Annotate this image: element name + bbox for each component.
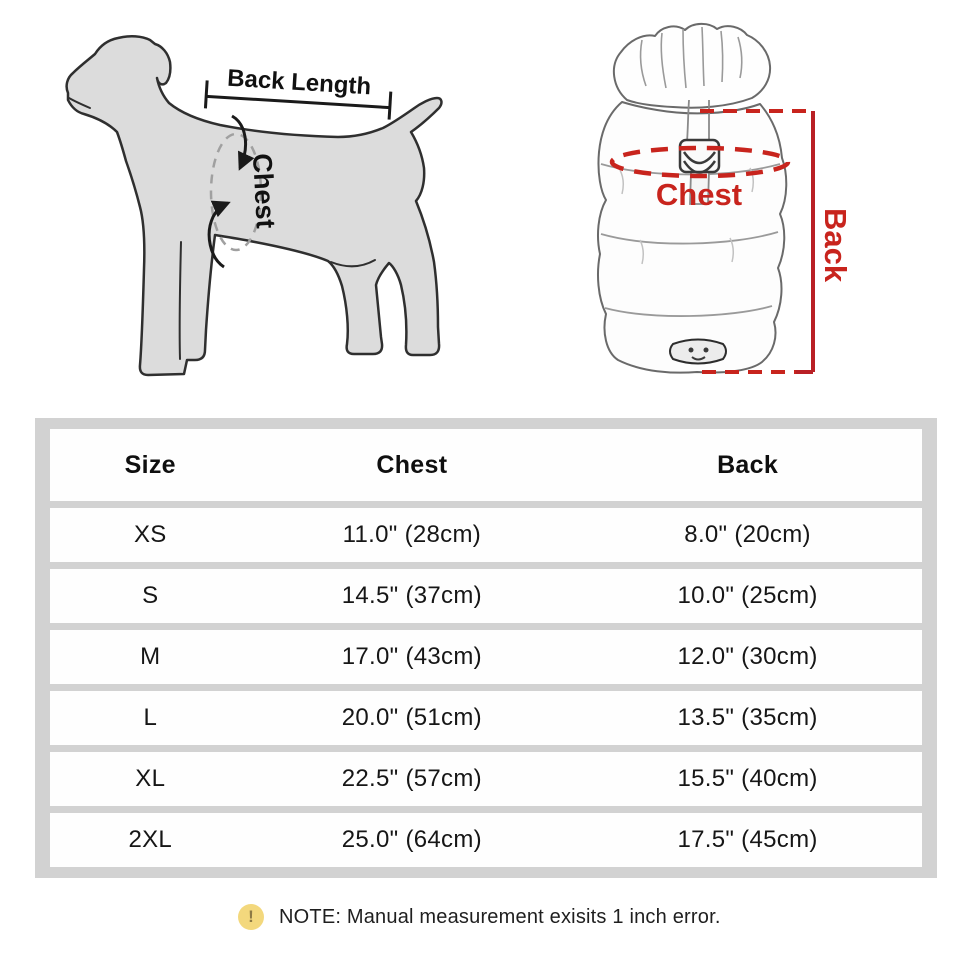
chest-cell: 14.5" (37cm) bbox=[341, 582, 482, 609]
back-measure-line bbox=[796, 111, 813, 372]
chest-cell: 20.0" (51cm) bbox=[341, 704, 482, 731]
dog-measure-figure bbox=[40, 20, 500, 410]
size-cell: L bbox=[143, 704, 158, 731]
size-cell: S bbox=[142, 582, 159, 609]
back-length-label: Back Length bbox=[226, 64, 372, 101]
table-row bbox=[50, 569, 922, 623]
column-header-chest: Chest bbox=[376, 450, 448, 479]
table-header-row bbox=[50, 429, 922, 501]
column-header-back: Back bbox=[717, 450, 779, 479]
size-cell: XS bbox=[133, 521, 167, 548]
size-cell: XL bbox=[135, 765, 166, 792]
back-cell: 8.0" (20cm) bbox=[684, 521, 811, 548]
back-cell: 12.0" (30cm) bbox=[677, 643, 818, 670]
vest-measure-figure bbox=[580, 20, 870, 395]
size-chart-table bbox=[35, 418, 937, 878]
chest-cell: 11.0" (28cm) bbox=[342, 521, 482, 548]
note bbox=[238, 904, 721, 930]
back-cell: 15.5" (40cm) bbox=[677, 765, 818, 792]
vest-chest-label: Chest bbox=[655, 177, 743, 213]
table-row bbox=[50, 691, 922, 745]
chest-cell: 17.0" (43cm) bbox=[341, 643, 482, 670]
dog-diagram-svg bbox=[40, 20, 500, 410]
size-cell: M bbox=[140, 643, 161, 670]
table-row bbox=[50, 752, 922, 806]
chest-cell: 25.0" (64cm) bbox=[341, 826, 482, 853]
note-text: NOTE: Manual measurement exisits 1 inch error. bbox=[279, 905, 721, 928]
column-header-size: Size bbox=[124, 450, 176, 479]
table-row bbox=[50, 508, 922, 562]
vest-back-label: Back bbox=[817, 207, 853, 283]
back-cell: 10.0" (25cm) bbox=[677, 582, 818, 609]
vest-diagram-svg bbox=[580, 20, 870, 395]
table-row bbox=[50, 630, 922, 684]
size-cell: 2XL bbox=[128, 826, 173, 853]
emblem-patch-icon bbox=[670, 340, 726, 364]
table-row bbox=[50, 813, 922, 867]
dog-chest-label: Chest bbox=[246, 152, 281, 230]
back-length-measure bbox=[205, 63, 391, 119]
exclamation-icon: ! bbox=[238, 904, 264, 930]
back-cell: 13.5" (35cm) bbox=[677, 704, 818, 731]
chest-cell: 22.5" (57cm) bbox=[341, 765, 482, 792]
back-cell: 17.5" (45cm) bbox=[677, 826, 818, 853]
